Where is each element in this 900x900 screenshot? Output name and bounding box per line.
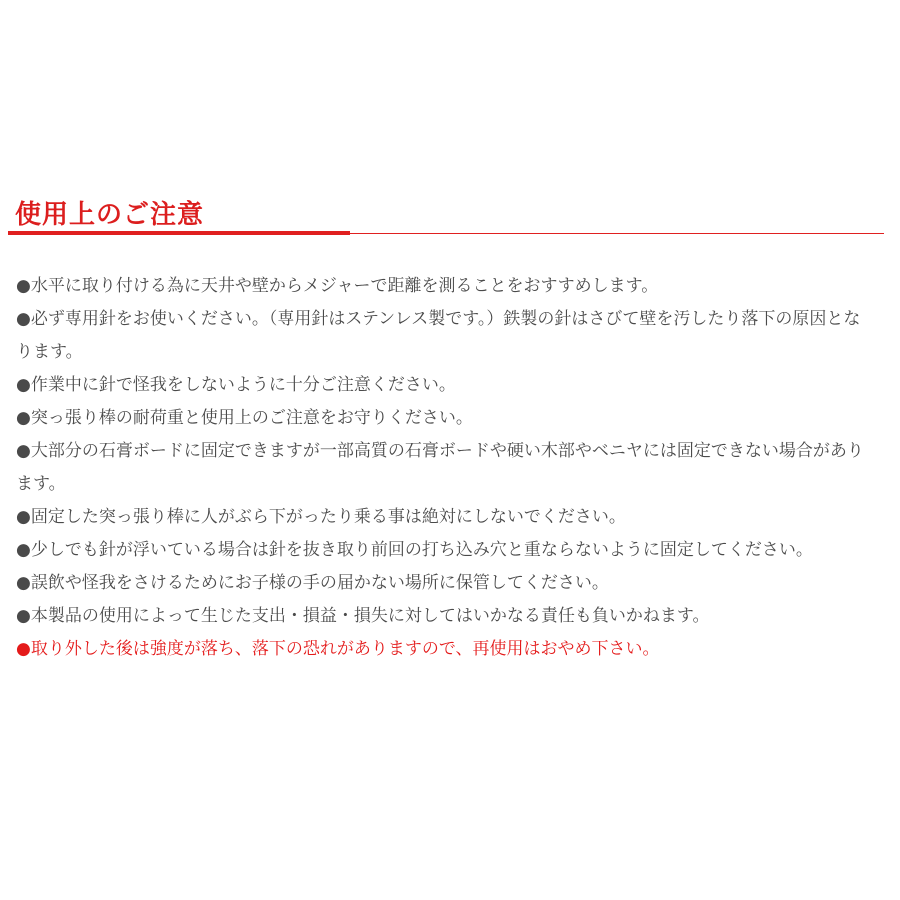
caution-item [16, 369, 872, 402]
caution-text: ●作業中に針で怪我をしないように十分ご注意ください。 [16, 375, 456, 395]
caution-text: ●必ず専用針をお使いください。（専用針はステンレス製です。）鉄製の針はさびて壁を汚したり落下の原因となります。 [16, 309, 861, 362]
page-title: 使用上のご注意 [15, 200, 205, 230]
caution-item [16, 567, 872, 600]
caution-text: ●本製品の使用によって生じた支出・損益・損失に対してはいかなる責任も負いかねます。 [16, 606, 710, 626]
caution-item [16, 270, 872, 303]
caution-text: ●少しでも針が浮いている場合は針を抜き取り前回の打ち込み穴と重ならないように固定してください。 [16, 540, 813, 560]
caution-item [16, 501, 872, 534]
caution-text: ●突っ張り棒の耐荷重と使用上のご注意をお守りください。 [16, 408, 473, 428]
caution-text: ●固定した突っ張り棒に人がぶら下がったり乗る事は絶対にしないでください。 [16, 507, 626, 527]
heading-accent-bar [8, 231, 350, 235]
caution-text: ●大部分の石膏ボードに固定できますが一部高質の石膏ボードや硬い木部やベニヤには固定できない場合があります。 [16, 441, 864, 494]
caution-item [16, 435, 872, 501]
caution-text: ●誤飲や怪我をさけるためにお子様の手の届かない場所に保管してください。 [16, 573, 609, 593]
caution-text: ●水平に取り付ける為に天井や壁からメジャーで距離を測ることをおすすめします。 [16, 276, 659, 296]
caution-item [16, 534, 872, 567]
caution-item [16, 303, 872, 369]
caution-item [16, 600, 872, 633]
section-header [8, 196, 884, 240]
caution-list [16, 270, 872, 666]
caution-item [16, 402, 872, 435]
caution-item-warning [16, 633, 872, 666]
caution-warning-text: ●取り外した後は強度が落ち、落下の恐れがありますので、再使用はおやめ下さい。 [16, 639, 660, 659]
